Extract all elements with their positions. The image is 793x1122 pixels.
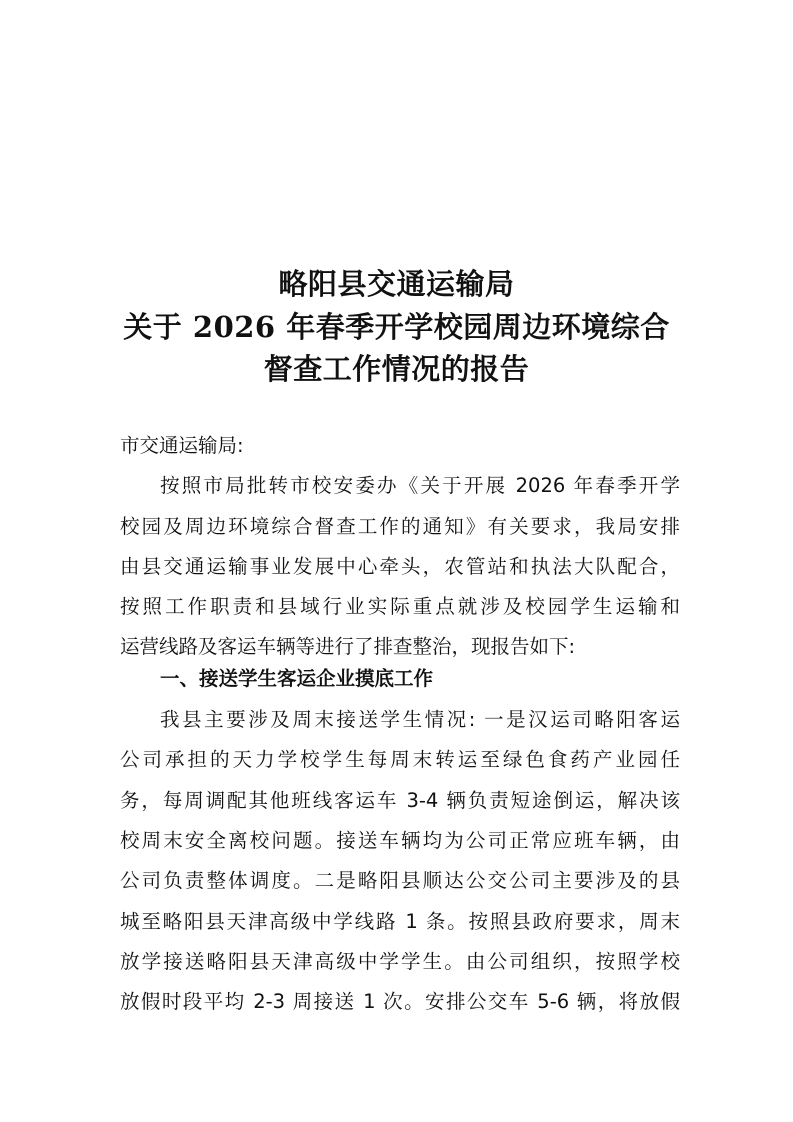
report-title-line-1: 略阳县交通运输局	[278, 267, 515, 301]
salutation: 市交通运输局:	[120, 434, 244, 457]
paragraph-2-line: 公司负责整体调度。二是略阳县顺达公交公司主要涉及的县	[120, 869, 680, 892]
section-heading: 一、接送学生客运企业摸底工作	[160, 667, 434, 690]
paragraph-1-line: 按照市局批转市校安委办《关于开展 2026 年春季开学	[160, 474, 680, 497]
paragraph-2-line: 城至略阳县天津高级中学线路 1 条。按照县政府要求，周末	[120, 910, 680, 933]
paragraph-2-line: 放假时段平均 2-3 周接送 1 次。安排公交车 5-6 辆，将放假	[120, 990, 680, 1013]
report-title-line-3: 督查工作情况的报告	[263, 352, 530, 386]
paragraph-2-line: 务，每周调配其他班线客运车 3-4 辆负责短途倒运，解决该	[120, 789, 680, 812]
paragraph-1-line: 校园及周边环境综合督查工作的通知》有关要求，我局安排	[120, 515, 680, 538]
paragraph-2-line: 公司承担的天力学校学生每周末转运至绿色食药产业园任	[120, 748, 680, 771]
paragraph-1-line: 由县交通运输事业发展中心牵头，农管站和执法大队配合，	[120, 555, 680, 578]
paragraph-2-line: 我县主要涉及周末接送学生情况: 一是汉运司略阳客运	[160, 708, 680, 731]
report-title-line-2: 关于 2026 年春季开学校园周边环境综合	[123, 310, 670, 344]
paragraph-2-line: 放学接送略阳县天津高级中学学生。由公司组织，按照学校	[120, 950, 680, 973]
paragraph-2-line: 校周末安全离校问题。接送车辆均为公司正常应班车辆，由	[120, 829, 680, 852]
paragraph-1-line: 运营线路及客运车辆等进行了排查整治，现报告如下:	[120, 635, 576, 658]
paragraph-1-line: 按照工作职责和县域行业实际重点就涉及校园学生运输和	[120, 595, 680, 618]
